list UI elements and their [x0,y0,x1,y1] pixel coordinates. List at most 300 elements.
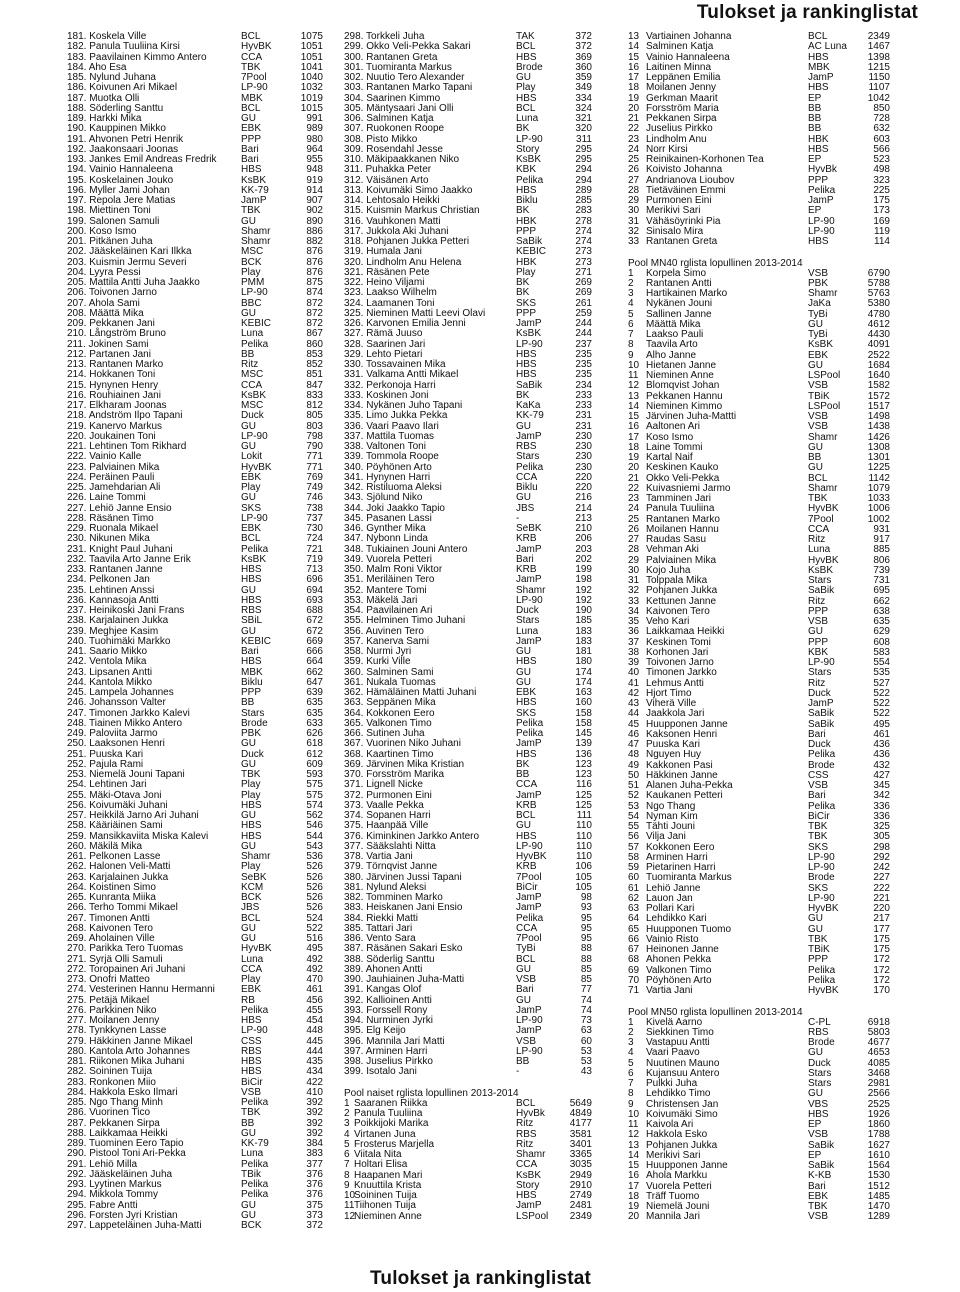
player-name: Korpela Simo [646,267,707,279]
rank-position: 31 [628,575,640,586]
score: 798 [306,430,323,442]
score: 294 [575,174,592,186]
score: 273 [575,246,592,258]
player-name: 340. Pöyhönen Arto [344,461,432,473]
player-name: Koivisto Johanna [646,164,723,176]
score: 392 [306,1127,323,1139]
player-name: Lehiö Janne [646,882,701,894]
player-name: 312. Väisänen Arto [344,174,429,186]
club-name: Biklu [241,676,263,688]
club-name: Luna [241,953,264,965]
club-name: KK-79 [241,1138,269,1149]
player-name: 186. Koivunen Ari Mikael [67,82,178,94]
score: 53 [580,1045,592,1057]
score: 872 [306,297,323,309]
score: 554 [873,657,890,668]
score: 574 [306,799,323,811]
player-name: 353. Mäkelä Jari [344,594,418,606]
player-name: Vainio Hannaleena [646,51,730,63]
club-name: HBS [516,369,537,381]
club-name: TBik [241,1168,261,1180]
score: 455 [306,1004,323,1016]
player-name: 221. Lehtinen Tom Rikhard [67,441,187,452]
player-name: Kakkonen Pasi [646,759,713,771]
result-row [344,903,606,913]
player-name: Arminen Harri [646,851,708,863]
result-row [344,780,606,790]
rank-position: 6 [628,318,634,330]
club-name: EP [808,1149,822,1161]
player-name: Pietarinen Harri [646,862,716,873]
score: 173 [873,205,890,217]
rank-position: 30 [628,564,640,576]
player-name: 284. Hakkola Esko Ilmari [67,1086,178,1098]
club-name: HBS [516,359,537,370]
result-row [67,1149,323,1159]
club-name: KsBK [516,154,542,165]
club-name: CCA [241,51,263,63]
score: 369 [575,51,592,63]
player-name: 286. Vuorinen Tico [67,1107,151,1119]
score: 384 [306,1138,323,1149]
score: 181 [575,646,592,657]
score: 271 [575,266,592,278]
club-name: LP-90 [808,225,835,237]
score: 110 [576,830,592,842]
rank-position: 7 [628,329,634,340]
rank-position: 16 [628,1170,640,1182]
club-name: SaBik [808,1139,835,1151]
score: 206 [575,533,592,545]
player-name: Pöyhönen Arto [646,974,712,986]
player-name: 188. Söderling Santtu [67,102,164,114]
score: 3365 [569,1149,592,1160]
player-name: 236. Kannasoja Antti [67,594,159,606]
club-name: Ritz [516,1138,534,1150]
player-name: 255. Mäki-Otava Joni [67,789,162,801]
club-name: KsBK [516,1169,542,1181]
score: 1002 [867,513,890,525]
player-name: Panula Tuuliina [354,1108,423,1119]
score: 4091 [867,339,890,351]
player-name: 187. Muotka Olli [67,92,140,104]
player-name: 211. Jokinen Sami [67,338,149,350]
player-name: 363. Seppänen Mika [344,697,436,709]
rank-position: 17 [628,1180,640,1192]
rank-position: 20 [628,1211,640,1223]
player-name: 200. Koso Ismo [67,225,137,237]
club-name: Play [241,789,261,801]
club-name: Biklu [516,195,538,206]
score: 882 [306,236,323,247]
rank-position: 8 [344,1169,350,1181]
rank-position: 11 [628,1119,639,1130]
player-name: 371. Lignell Nicke [344,779,423,791]
club-name: LSPool [516,1210,549,1222]
score: 305 [873,831,890,843]
score: 372 [306,1220,323,1231]
club-name: Pelika [516,174,544,186]
club-name: Pelika [808,749,836,761]
score: 359 [575,72,592,83]
player-name: Kartal Naif [646,452,693,463]
club-name: 7Pool [241,72,267,83]
player-name: 262. Halonen Veli-Matti [67,861,171,873]
player-name: Lehdikko Kari [646,913,707,925]
score: 696 [306,574,323,586]
score: 1582 [867,380,890,392]
club-name: KEBIC [241,635,272,647]
score: 192 [575,584,592,596]
rank-position: 21 [628,113,640,124]
club-name: VSB [808,411,829,422]
player-name: Kojo Juha [646,564,691,576]
player-name: 195. Koskelainen Jouko [67,174,174,186]
rank-position: 67 [628,944,640,955]
player-name: 257. Heikkilä Jarno Ari Juhani [67,810,199,821]
score: 1572 [867,390,890,402]
club-name: RBS [241,1045,262,1057]
score: 214 [575,502,592,514]
club-name: - [516,512,520,524]
score: 806 [873,554,890,566]
score: 345 [873,780,890,791]
player-name: 191. Ahvonen Petri Henrik [67,133,184,145]
club-name: HBS [516,184,537,196]
result-row [67,42,323,52]
player-name: 332. Perkonoja Harri [344,379,436,391]
score: 180 [575,656,592,668]
club-name: 7Pool [516,933,542,944]
player-name: Toivonen Jarno [646,657,714,668]
player-name: 362. Hämäläinen Matti Juhani [344,687,477,698]
player-name: 260. Mäkilä Mika [67,840,143,852]
rank-position: 69 [628,964,640,976]
score: 74 [580,994,592,1006]
rank-position: 68 [628,954,640,966]
result-row [344,370,606,380]
result-row [67,1067,323,1077]
score: 536 [306,851,323,862]
ranking-row [628,668,890,678]
club-name: GU [808,923,823,935]
club-name: BCL [516,953,536,965]
player-name: 370. Forsström Marika [344,769,445,780]
player-name: 374. Sopanen Harri [344,810,431,821]
score: 98 [580,892,592,903]
score: 872 [306,318,323,329]
player-name: Juselius Pirkko [646,123,713,135]
score: 749 [306,482,323,493]
player-name: Blomqvist Johan [646,380,720,392]
club-name: LP-90 [241,512,268,524]
club-name: CCA [241,963,263,975]
player-name: 344. Joki Jaakko Tapio [344,502,445,514]
club-name: HBS [516,748,537,760]
rank-position: 5 [344,1138,350,1150]
player-name: 309. Rosendahl Jesse [344,143,443,155]
player-name: 234. Pelkonen Jan [67,574,150,586]
club-name: VSB [808,380,829,392]
player-name: Vastapuu Antti [646,1037,710,1048]
player-name: Reinikainen-Korhonen Tea [646,154,764,165]
player-name: 229. Ruonala Mikael [67,523,159,534]
score: 6918 [867,1016,890,1028]
score: 638 [873,605,890,617]
score: 85 [580,963,592,975]
club-name: RBS [241,605,262,616]
player-name: 364. Kokkonen Eero [344,707,435,719]
player-name: Tietäväinen Emmi [646,184,726,196]
club-name: PPP [516,225,537,237]
club-name: Pelika [241,1179,269,1190]
player-name: Nieminen Anne [354,1210,422,1222]
rank-position: 19 [628,1201,640,1212]
player-name: 227. Lehiö Janne Ensio [67,502,172,514]
player-name: 321. Räsänen Pete [344,266,430,278]
player-name: 322. Heino Viljami [344,277,425,288]
score: 2949 [569,1169,592,1181]
club-name: TyBi [516,943,536,955]
club-name: Bari [808,790,826,802]
player-name: 375. Haanpää Ville [344,820,429,832]
player-name: Ahola Markku [646,1170,708,1182]
club-name: GU [516,72,531,83]
club-name: MSC [241,369,264,381]
player-name: Nguyen Huy [646,749,702,761]
club-name: BBC [241,297,262,309]
club-name: BB [516,769,530,780]
player-name: 272. Toropainen Ari Juhani [67,963,186,975]
player-name: 326. Karvonen Emilia Jenni [344,318,466,329]
rank-position: 15 [628,51,640,63]
player-name: 246. Johansson Valter [67,697,166,709]
score: 190 [575,605,592,616]
player-name: 238. Karjalainen Jukka [67,615,169,627]
club-name: LP-90 [808,862,835,873]
player-name: 217. Elkharam Joonas [67,400,167,411]
player-name: Jaakkola Jari [646,708,705,720]
rank-position: 6 [344,1149,350,1160]
score: 175 [873,933,890,945]
player-name: 360. Salminen Sami [344,666,434,678]
club-name: TBK [808,493,828,504]
rank-position: 33 [628,236,640,247]
rank-position: 27 [628,534,640,545]
club-name: BCK [241,892,262,903]
score: 119 [874,225,890,237]
ranking-row [628,504,890,514]
player-name: Holtari Elisa [354,1159,408,1171]
player-name: Kaivola Ari [646,1119,694,1130]
club-name: EBK [241,471,262,483]
player-name: Nieminen Kimmo [646,400,723,412]
player-name: Niemelä Jouni [646,1201,710,1212]
result-row [344,124,606,134]
club-name: Shamr [241,225,271,237]
score: 163 [575,687,592,698]
club-name: Ritz [808,595,826,607]
score: 410 [306,1086,323,1098]
score: 739 [873,564,890,576]
rank-position: 13 [628,1139,640,1151]
rank-position: 20 [628,462,640,474]
score: 158 [575,717,592,729]
player-name: 385. Tattari Jari [344,922,413,934]
player-name: Vaari Paavo [646,1047,700,1059]
club-name: HBS [808,82,829,94]
score: 713 [306,564,323,575]
club-name: BiCir [241,1076,263,1088]
rank-position: 59 [628,862,640,873]
score: 125 [575,789,592,801]
club-name: LP-90 [808,892,835,904]
result-row [344,206,606,216]
player-name: 251. Puuska Kari [67,748,144,760]
club-name: BCL [241,533,261,545]
player-name: Norr Kirsi [646,143,688,155]
score: 666 [306,646,323,657]
club-name: Play [516,266,536,278]
rank-position: 61 [628,882,640,894]
club-name: Play [241,974,261,985]
result-row [67,1026,323,1036]
club-name: Play [241,482,261,493]
score: 738 [306,502,323,514]
score: 456 [306,994,323,1006]
club-name: KsBK [241,553,267,565]
score: 695 [873,585,890,597]
club-name: BK [516,389,530,401]
club-name: GU [241,758,256,770]
club-name: Stars [241,707,265,719]
player-name: 361. Nukala Tuomas [344,676,436,688]
rank-position: 55 [628,821,640,832]
club-name: VSB [516,1035,537,1047]
club-name: HBS [808,143,829,155]
result-row [344,821,606,831]
score: 647 [306,676,323,688]
player-name: 311. Puhakka Peter [344,164,432,176]
score: 336 [873,800,890,812]
rank-position: 12 [344,1210,356,1222]
club-name: HBS [241,820,262,832]
score: 199 [575,564,592,575]
player-name: 295. Fabre Antti [67,1199,138,1211]
score: 5649 [569,1097,592,1109]
club-name: JamP [516,430,542,442]
score: 4430 [867,329,890,340]
score: 334 [575,92,592,104]
player-name: 394. Nurminen Jyrki [344,1015,433,1026]
rank-position: 17 [628,431,640,443]
club-name: JamP [241,195,267,206]
player-name: Vartiainen Johanna [646,31,732,42]
score: 721 [306,543,323,555]
result-row [67,288,323,298]
rank-position: 14 [628,400,640,412]
club-name: JamP [516,635,542,647]
result-row [344,862,606,872]
rank-position: 32 [628,225,640,237]
player-name: 259. Mansikkaviita Miska Kalevi [67,830,209,842]
player-name: Ngo Thang [646,800,696,812]
score: 2749 [569,1190,592,1201]
player-name: 254. Lehtinen Jari [67,779,147,791]
score: 669 [306,635,323,647]
club-name: KsBK [808,339,834,351]
score: 1926 [867,1108,890,1120]
rank-position: 18 [628,441,640,453]
club-name: BiCir [808,810,830,822]
player-name: 395. Elg Keijo [344,1025,406,1037]
page-header [0,0,960,26]
club-name: TBK [808,933,828,945]
rank-position: 28 [628,544,640,556]
club-name: BCK [241,1220,262,1231]
club-name: TBK [241,205,261,217]
player-name: Heinonen Janne [646,944,719,955]
player-name: 331. Valkama Antti Mikael [344,369,459,381]
club-name: LSPool [808,400,841,412]
ranking-row [628,791,890,801]
ranking-row [628,463,890,473]
player-name: Korhonen Jari [646,646,709,658]
player-name: 269. Aholainen Ville [67,933,155,944]
club-name: GU [241,933,256,944]
score: 1033 [867,493,890,504]
player-name: Kujansuu Antero [646,1067,720,1079]
score: 114 [874,236,890,247]
score: 6790 [867,267,890,279]
player-name: Pohjanen Jukka [646,585,718,597]
player-name: Tolppala Mika [646,575,708,586]
score: 664 [306,656,323,668]
score: 875 [306,277,323,288]
club-name: Duck [241,410,264,422]
player-name: Tamminen Jari [646,493,712,504]
score: 872 [306,307,323,319]
club-name: KK-79 [241,184,269,196]
score: 292 [873,851,890,863]
club-name: TBK [808,821,828,832]
club-name: Ritz [241,359,259,370]
player-name: Virtanen Juna [354,1128,416,1140]
score: 461 [306,984,323,996]
score: 1150 [868,72,890,83]
result-row [344,1026,606,1036]
score: 235 [575,359,592,370]
player-name: 256. Koivumäki Juhani [67,799,168,811]
player-name: 237. Heinikoski Jani Frans [67,605,185,616]
club-name: LP-90 [516,133,543,145]
club-name: JamP [516,738,542,750]
player-name: 261. Pelkonen Lasse [67,851,161,862]
player-name: 271. Syrjä Olli Samuli [67,953,163,965]
player-name: 268. Kaivonen Tero [67,922,153,934]
player-name: Panula Tuuliina [646,503,715,515]
player-name: Okko Veli-Pekka [646,472,720,484]
club-name: SaBik [808,585,835,597]
result-row [67,657,323,667]
rank-position: 44 [628,708,640,720]
score: 4612 [867,318,890,330]
score: 158 [575,707,592,719]
club-name: KsBK [516,328,542,340]
player-name: Merikivi Sari [646,205,701,217]
player-name: 350. Malm Roni Viktor [344,564,443,575]
score: 2522 [867,349,890,361]
